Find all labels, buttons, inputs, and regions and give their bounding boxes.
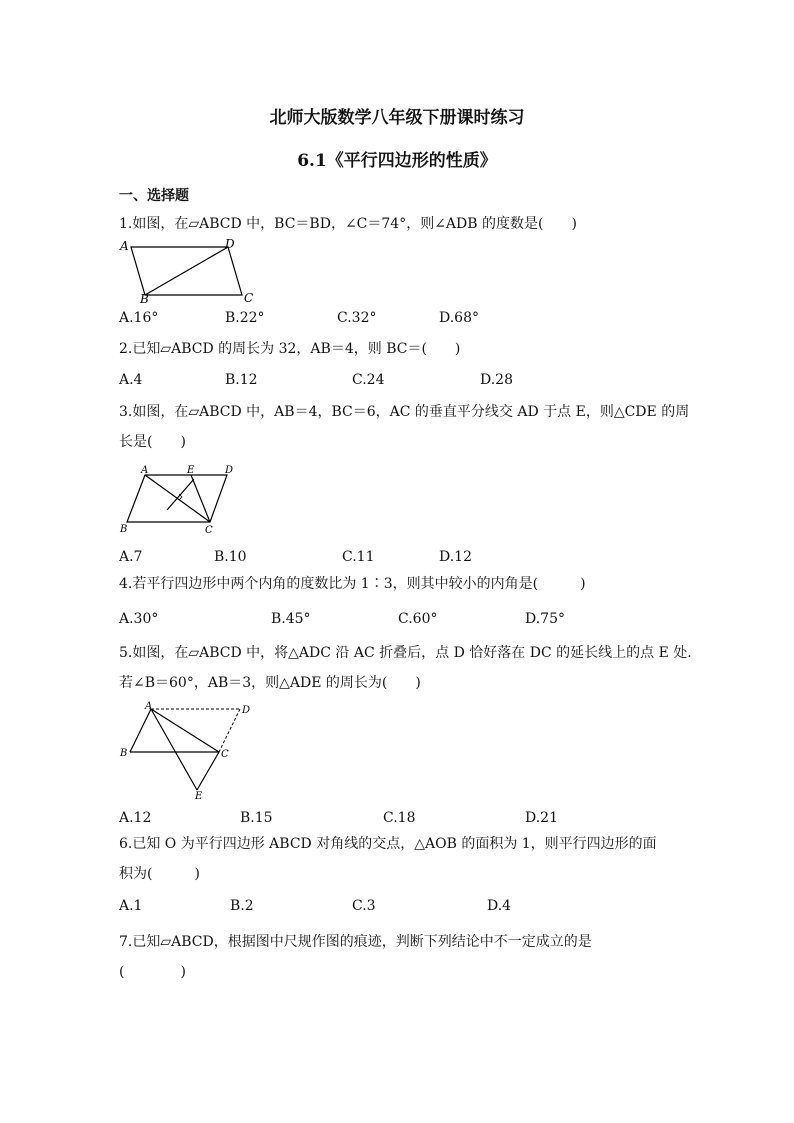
vertex-label-b: B (120, 524, 128, 535)
question-7-stem-line1: 7.已知▱ABCD，根据图中尺规作图的痕迹，判断下列结论中不一定成立的是 (119, 934, 592, 950)
question-2-option-d: D.28 (480, 372, 513, 388)
question-7-stem-line2: ( ) (119, 964, 186, 980)
question-2-option-a: A.4 (119, 372, 143, 388)
question-3-figure (115, 462, 245, 537)
question-2-option-c: C.24 (352, 372, 385, 388)
question-1-figure (115, 236, 265, 306)
question-3-option-b: B.10 (214, 549, 247, 565)
question-6-option-b: B.2 (230, 898, 254, 914)
question-1-option-b: B.22° (225, 310, 265, 326)
question-4-stem: 4.若平行四边形中两个内角的度数比为 1∶3，则其中较小的内角是( ) (119, 576, 586, 592)
question-5-option-b: B.15 (240, 810, 273, 826)
question-1-option-d: D.68° (439, 310, 479, 326)
question-6-stem-line2: 积为( ) (119, 866, 200, 882)
question-6-option-d: D.4 (487, 898, 512, 914)
vertex-label-a: A (145, 701, 153, 712)
segment-dc-dashed (219, 709, 240, 752)
question-4-option-d: D.75° (525, 611, 565, 627)
segment-ab (130, 709, 151, 752)
segment-ac (151, 709, 219, 752)
segment-ae (151, 709, 197, 790)
question-1-option-c: C.32° (337, 310, 377, 326)
question-4-option-b: B.45° (271, 611, 311, 627)
question-5-stem-line2: 若∠B＝60°，AB＝3，则△ADE 的周长为( ) (119, 675, 421, 691)
question-4-option-a: A.30° (119, 611, 159, 627)
question-2-option-b: B.12 (225, 372, 258, 388)
question-1-stem: 1.如图，在▱ABCD 中，BC＝BD，∠C＝74°，则∠ADB 的度数是( ) (119, 216, 577, 232)
question-3-stem-line1: 3.如图，在▱ABCD 中，AB＝4，BC＝6，AC 的垂直平分线交 AD 于点 E，则△CDE 的周 (119, 404, 690, 420)
vertex-label-b: B (140, 292, 149, 306)
vertex-label-c: C (221, 749, 229, 760)
question-5-figure (115, 701, 260, 801)
page-subtitle: 6.1《平行四边形的性质》 (297, 151, 497, 171)
question-6-option-a: A.1 (119, 898, 143, 914)
question-6-option-c: C.3 (352, 898, 376, 914)
question-3-stem-line2: 长是( ) (119, 434, 186, 450)
segment-ce (197, 752, 219, 790)
vertex-label-a: A (141, 465, 149, 476)
vertex-label-d: D (225, 465, 234, 476)
vertex-label-d: D (225, 237, 235, 251)
question-3-option-c: C.11 (342, 549, 375, 565)
section-heading: 一、选择题 (119, 188, 189, 204)
question-3-option-d: D.12 (439, 549, 472, 565)
question-4-option-c: C.60° (398, 611, 438, 627)
vertex-label-d: D (242, 705, 251, 716)
question-3-option-a: A.7 (119, 549, 143, 565)
question-5-stem-line1: 5.如图，在▱ABCD 中，将△ADC 沿 AC 折叠后，点 D 恰好落在 DC 的延长线上的点 E 处. (119, 645, 692, 661)
question-2-stem: 2.已知▱ABCD 的周长为 32，AB＝4，则 BC＝( ) (119, 341, 461, 357)
vertex-label-e: E (195, 791, 203, 802)
diagonal-bd (145, 247, 228, 295)
question-6-stem-line1: 6.已知 O 为平行四边形 ABCD 对角线的交点，△AOB 的面积为 1，则平行四边形的面 (119, 836, 657, 852)
vertex-label-c: C (205, 525, 213, 536)
question-5-option-d: D.21 (525, 810, 558, 826)
vertex-label-e: E (187, 465, 195, 476)
vertex-label-b: B (120, 748, 128, 759)
question-5-option-c: C.18 (383, 810, 416, 826)
vertex-label-c: C (244, 291, 254, 305)
page-title: 北师大版数学八年级下册课时练习 (269, 108, 525, 128)
vertex-label-a: A (120, 239, 129, 253)
question-1-option-a: A.16° (119, 310, 159, 326)
question-5-option-a: A.12 (119, 810, 152, 826)
